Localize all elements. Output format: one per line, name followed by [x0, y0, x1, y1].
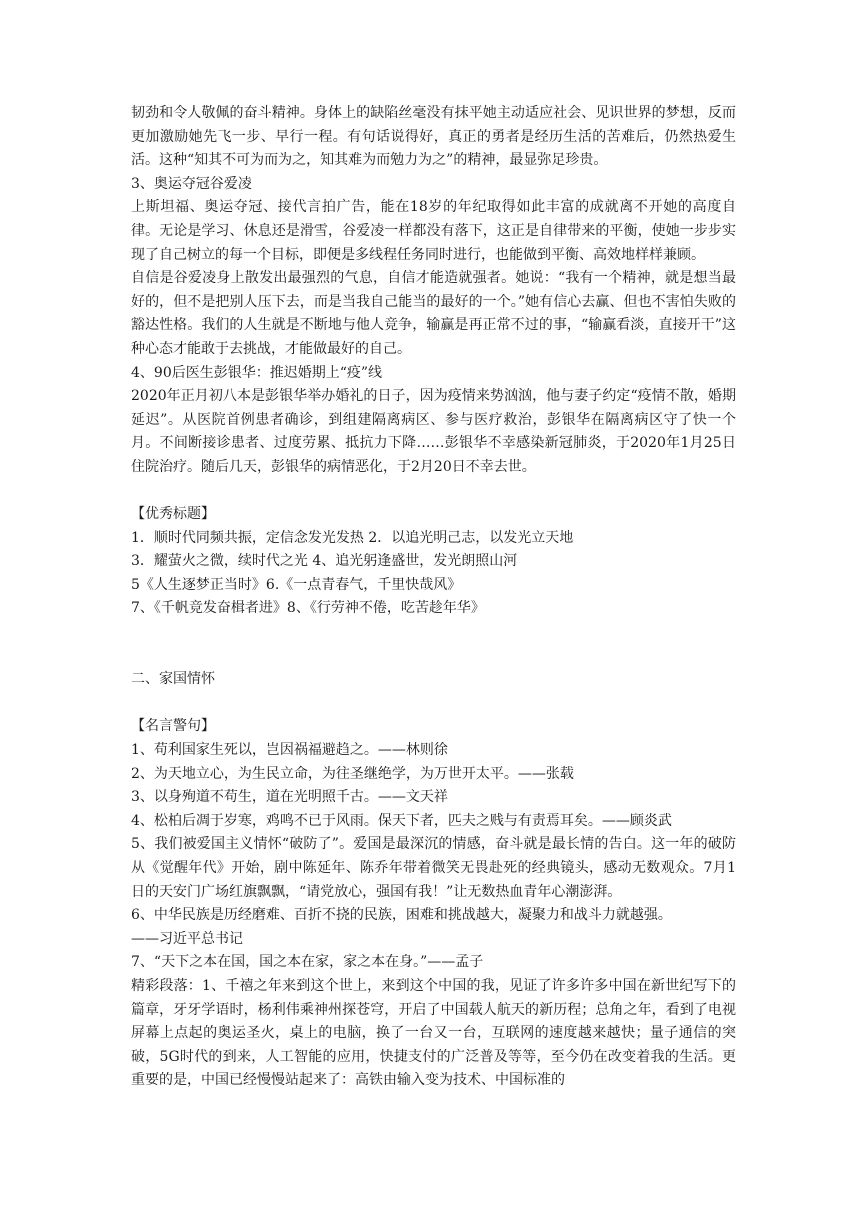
- paragraph-peng-yinhua: 2020年正月初八本是彭银华举办婚礼的日子，因为疫情来势汹汹，他与妻子约定“疫情不散，婚期延迟”。从医院首例患者确诊，到组建隔离病区、参与医疗救治，彭银华在隔离病区守了快一个月。不间断接诊患者、过度劳累、抵抗力下降……彭银华不幸感染新冠肺炎，于2020年1月25日住院治疗。随后几天，彭银华的病情恶化，于2月20日不幸去世。: [131, 388, 736, 475]
- excellent-paragraph: 精彩段落：1、千禧之年来到这个世上，来到这个中国的我，见证了许多许多中国在新世纪写下的篇章，牙牙学语时，杨利伟乘神州探苍穹，开启了中国载人航天的新历程；总角之年，看到了电视屏幕上点起的奥运圣火，桌上的电脑，换了一台又一台，互联网的速度越来越快；量子通信的突破，5G时代的到来，人工智能的应用，快捷支付的广泛普及等等，至今仍在改变着我的生活。更重要的是，中国已经慢慢站起来了：高铁由输入变为技术、中国标准的: [131, 977, 736, 1089]
- quote-item: 2、为天地立心，为生民立命，为往圣继绝学，为万世开太平。——张载: [131, 765, 574, 782]
- quote-item: 7、“天下之本在国，国之本在家，家之本在身。”——孟子: [131, 954, 484, 971]
- paragraph-gu-ailing-2: 自信是谷爱凌身上散发出最强烈的气息，自信才能造就强者。她说：“我有一个精神，就是想当最好的，但不是把别人压下去，而是当我自己能当的最好的一个。”她有信心去赢、但也不害怕失败的豁达性格。我们的人生就是不断地与他人竞争，输赢是再正常不过的事，“输赢看淡，直接开干”这种心态才能敢于去挑战，才能做最好的自己。: [131, 270, 736, 357]
- paragraph-intro: 韧劲和令人敬佩的奋斗精神。身体上的缺陷丝毫没有抹平她主动适应社会、见识世界的梦想，反而更加激励她先飞一步、早行一程。有句话说得好，真正的勇者是经历生活的苦难后，仍然热爱生活。这种“知其不可为而为之，知其难为而勉力为之”的精神，最显弥足珍贵。: [131, 105, 736, 169]
- excellent-titles-header: 【优秀标题】: [131, 506, 215, 523]
- title-line: 5《人生逐梦正当时》6.《一点青春气，千里快哉风》: [131, 576, 462, 593]
- spacer: [131, 692, 736, 716]
- title-line: 7、《千帆竞发奋楫者进》8、《行劳神不倦，吃苦趁年华》: [131, 600, 485, 617]
- paragraph-gu-ailing-1: 上斯坦福、奥运夺冠、接代言拍广告，能在18岁的年纪取得如此丰富的成就离不开她的高度自律。无论是学习、休息还是滑雪，谷爱凌一样都没有落下，这正是自律带来的平衡，使她一步步实现了自己树立的每一个目标，即便是多线程任务同时进行，也能做到平衡、高效地样样兼顾。: [131, 199, 736, 263]
- title-line: 1．顺时代同频共振，定信念发光发热 2．以追光明己志，以发光立天地: [131, 529, 574, 546]
- section-heading-family-country: 二、家国情怀: [131, 671, 215, 688]
- heading-gu-ailing: 3、奥运夺冠谷爱凌: [131, 175, 252, 192]
- quote-item: 4、松柏后凋于岁寒，鸡鸣不已于风雨。保天下者，匹夫之贱与有责焉耳矣。——顾炎武: [131, 812, 672, 829]
- document-page: [131, 102, 736, 1093]
- quote-item: 3、以身殉道不苟生，道在光明照千古。——文天祥: [131, 789, 448, 806]
- heading-peng-yinhua: 4、90后医生彭银华：推迟婚期上“疫”线: [131, 364, 383, 381]
- quotes-header: 【名言警句】: [131, 718, 215, 735]
- spacer: [131, 621, 736, 668]
- quote-item: 5、我们被爱国主义情怀“破防了”。爱国是最深沉的情感，奋斗就是最长情的告白。这一年的破防从《觉醒年代》开始，剧中陈延年、陈乔年带着微笑无畏赴死的经典镜头，感动无数观众。7月1日的天安门广场红旗飘飘，“请党放心，强国有我！”让无数热血青年心潮澎湃。: [131, 836, 736, 900]
- quote-attribution: ——习近平总书记: [131, 930, 243, 947]
- spacer: [131, 480, 736, 504]
- quote-item: 6、中华民族是历经磨难、百折不挠的民族，困难和挑战越大，凝聚力和战斗力就越强。: [131, 907, 672, 924]
- quote-item: 1、苟利国家生死以，岂因祸福避趋之。——林则徐: [131, 742, 448, 759]
- title-line: 3．耀萤火之微，续时代之光 4、追光躬逢盛世，发光朗照山河: [131, 553, 518, 570]
